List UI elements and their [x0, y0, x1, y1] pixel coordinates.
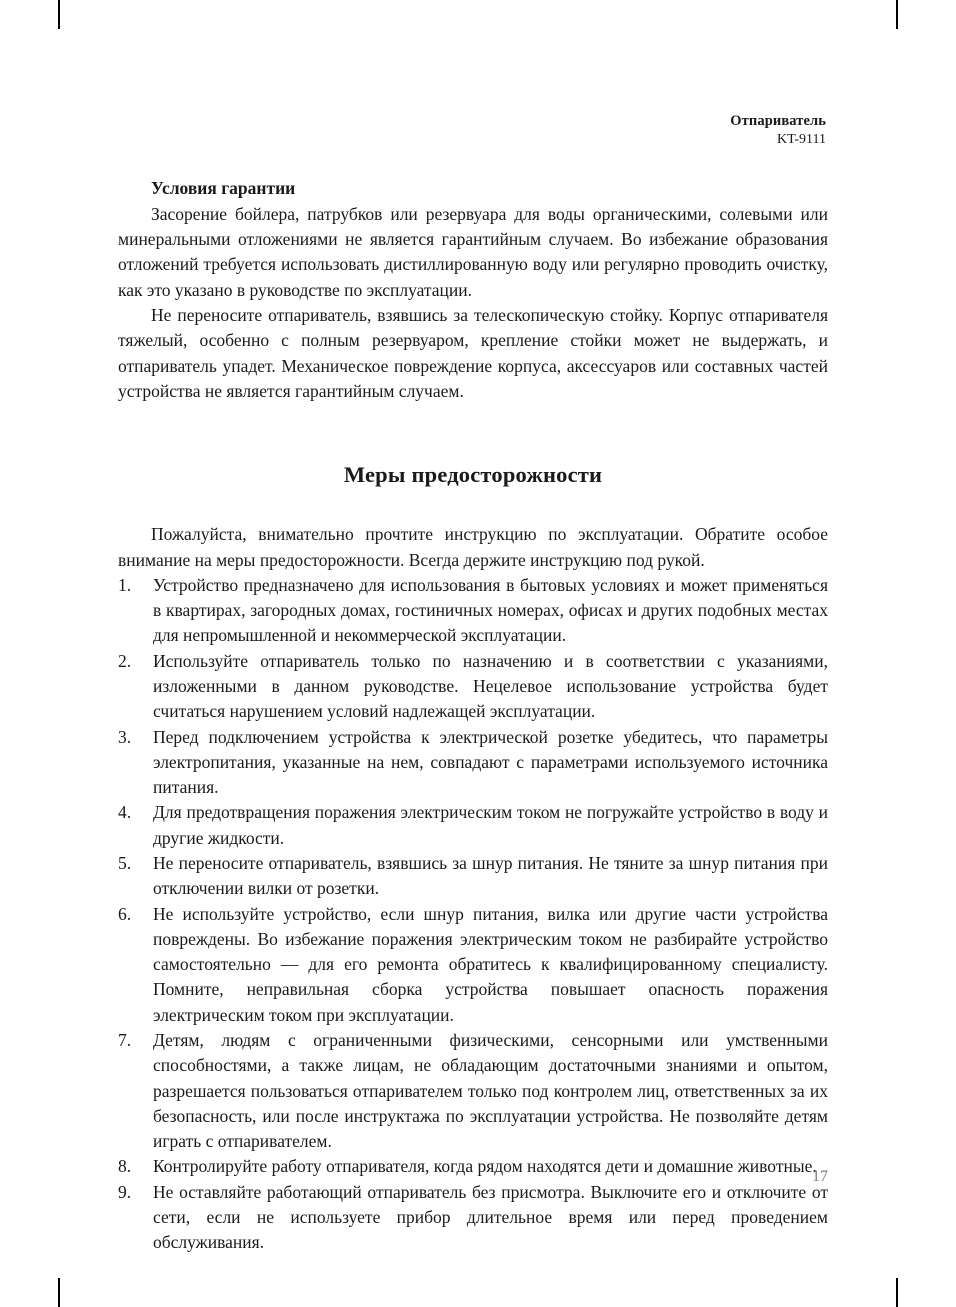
crop-mark-top-right: [896, 0, 898, 29]
precautions-intro: Пожалуйста, внимательно прочтите инструкцию по эксплуатации. Обратите особое внимание на меры предосторожности. Всегда держите инструкцию под рукой.: [118, 524, 828, 570]
running-head-product: Отпариватель: [730, 113, 826, 129]
running-head: [730, 112, 826, 148]
list-item-number: 6.: [118, 903, 132, 924]
list-item: [118, 902, 828, 1028]
list-item-text: Не используйте устройство, если шнур питания, вилка или другие части устройства повреждены. Во избежание поражения электрическим током не разбирайте устройство самостоятельно — для его ремонта обратитесь к квалифицированному специалисту. Помните, неправильная сборка устройства повышает опасность поражения электрическим током при эксплуатации.: [153, 903, 828, 1025]
list-item-number: 3.: [118, 726, 132, 747]
warranty-heading: Условия гарантии: [151, 178, 296, 198]
precautions-list: [118, 573, 828, 1256]
section-spacer: [118, 404, 828, 460]
list-item-number: 1.: [118, 574, 132, 595]
list-item: [118, 851, 828, 902]
list-item-text: Устройство предназначено для использования в бытовых условиях и может применяться в квартирах, загородных домах, гостиничных номерах, офисах и других подобных местах для непромышленной и некоммерческой эксплуатации.: [153, 574, 828, 646]
warranty-paragraph-2: Не переносите отпариватель, взявшись за телескопическую стойку. Корпус отпаривателя тяжелый, особенно с полным резервуаром, крепление стойки может не выдержать, и отпариватель упадет. Механическое повреждение корпуса, аксессуаров или составных частей устройства не является гарантийным случаем.: [118, 304, 828, 401]
page-number: 17: [812, 1168, 828, 1185]
list-item-text: Для предотвращения поражения электрическим током не погружайте устройство в воду и другие жидкости.: [153, 802, 828, 848]
running-head-model: KT-9111: [777, 131, 826, 147]
list-item-number: 4.: [118, 802, 132, 823]
list-item: [118, 1028, 828, 1154]
list-item-text: Перед подключением устройства к электрической розетке убедитесь, что параметры электропитания, указанные на нем, совпадают с параметрами используемого источника питания.: [153, 726, 828, 798]
list-item-number: 5.: [118, 853, 132, 873]
list-item: [118, 1180, 828, 1256]
list-item: [118, 573, 828, 649]
list-item-text: Используйте отпариватель только по назначению и в соответствии с указаниями, изложенными в данном руководстве. Нецелевое использование устройства будет считаться нарушением условий надлежащей эксплуатации.: [153, 650, 828, 722]
list-item-text: Детям, людям с ограниченными физическими, сенсорными или умственными способностями, а также лицам, не обладающим достаточными знаниями и опытом, разрешается пользоваться отпаривателем только под контролем лиц, ответственных за их безопасность, или после инструктажа по эксплуатации устройства. Не позволяйте детям играть с отпаривателем.: [153, 1029, 828, 1152]
crop-mark-bottom-left: [58, 1278, 60, 1307]
warranty-paragraph-1: Засорение бойлера, патрубков или резервуара для воды органическими, солевыми или минеральными отложениями не является гарантийным случаем. Во избежание образования отложений требуется использовать дистиллированную воду или регулярно проводить очистку, как это указано в руководстве по эксплуатации.: [118, 203, 828, 300]
list-item: [118, 649, 828, 725]
list-item-text: Контролируйте работу отпаривателя, когда рядом находятся дети и домашние животные.: [153, 1156, 817, 1177]
page-title: Меры предосторожности: [343, 462, 603, 488]
list-item-number: 8.: [118, 1156, 132, 1177]
list-item-number: 2.: [118, 650, 132, 671]
page-content: [118, 176, 828, 1256]
list-item-number: 7.: [118, 1029, 132, 1050]
list-item-text: Не переносите отпариватель, взявшись за шнур питания. Не тяните за шнур питания при отключении вилки от розетки.: [153, 853, 828, 899]
list-item: [118, 725, 828, 801]
crop-mark-bottom-right: [896, 1278, 898, 1307]
crop-mark-top-left: [58, 0, 60, 29]
title-spacer: [118, 489, 828, 522]
list-item: [118, 800, 828, 851]
list-item: [118, 1154, 828, 1179]
list-item-text: Не оставляйте работающий отпариватель без присмотра. Выключите его и отключите от сети, если не используете прибор длительное время или перед проведением обслуживания.: [153, 1181, 828, 1253]
list-item-number: 9.: [118, 1181, 132, 1202]
